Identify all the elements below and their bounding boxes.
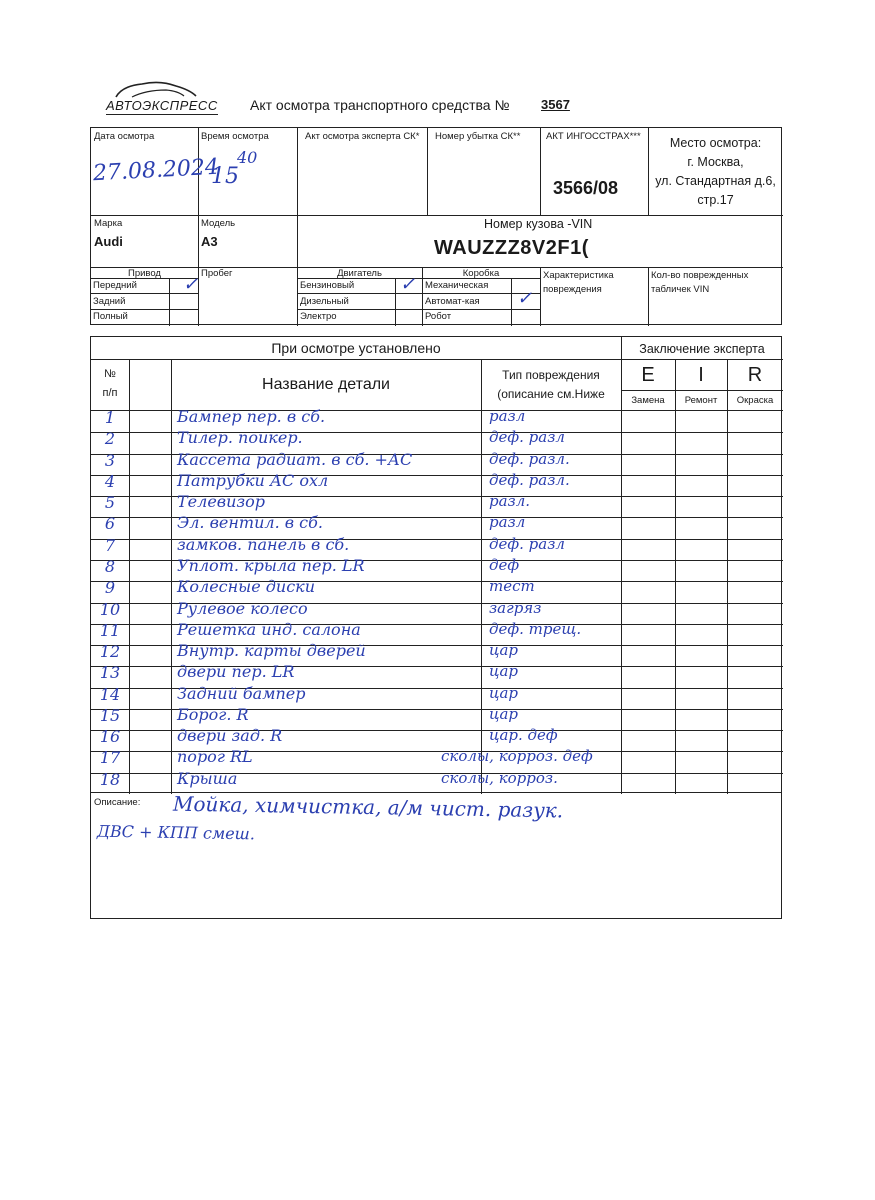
row-number: 9 [104,578,116,598]
description-block [90,793,782,919]
inspection-table [90,336,782,793]
time-minutes: 40 [237,148,258,167]
part-name: Борог. R [177,704,249,724]
row-number: 14 [99,684,121,704]
row-number: 11 [99,620,121,640]
act-number: 3567 [541,97,570,112]
part-name: Тилер. поикер. [177,428,303,448]
num-label-2: п/п [102,387,118,399]
gearbox-auto: Автомат-кая [425,296,480,307]
row-number: 4 [104,471,116,491]
drive-rear: Задний [93,296,126,307]
part-name: Телевизор [177,492,266,512]
damage-type: деф [489,555,520,574]
row-number: 3 [104,450,116,470]
part-name-header: Название детали [262,376,390,393]
expert-conclusion-label: Заключение эксперта [639,342,765,356]
row-number: 5 [104,493,116,513]
row-number: 1 [104,408,116,427]
row-number: 6 [104,514,116,534]
part-name: Патрубки АС охл [177,470,329,490]
time-hours: 15 [211,164,239,189]
e-header: E [641,364,655,386]
model-value: A3 [201,234,218,249]
drive-front: Передний [93,280,137,291]
num-label-1: № [104,368,116,380]
part-name: двери зад. R [177,726,283,746]
row-number: 17 [99,748,121,768]
part-name: Бампер пер. в сб. [177,407,326,426]
ingos-act-label: АКТ ИНГОССТРАХ*** [546,131,641,142]
repair-label: Ремонт [684,395,718,406]
engine-label: Двигатель [337,268,382,279]
drive-full: Полный [93,311,128,322]
damage-type: цар. деф [489,726,558,745]
row-number: 8 [104,556,116,576]
damage-type: цар [489,662,519,681]
damage-characteristic-label: Характеристика повреждения [543,270,614,295]
row-number: 16 [99,727,121,747]
replace-label: Замена [631,395,665,406]
gearbox-label: Коробка [462,268,500,279]
damage-type: тест [489,577,535,596]
damage-type: деф. разл [489,534,565,553]
ingos-act-value: 3566/08 [553,178,619,198]
damage-type: разл [489,513,526,532]
date-value: 27.08.2024 [92,154,220,187]
table-row [91,768,783,794]
damage-type: деф. разл. [489,449,570,468]
row-number: 13 [99,663,121,683]
drive-front-check: ✓ [183,274,199,295]
engine-petrol: Бензиновый [300,280,355,291]
gearbox-robot: Робот [425,311,452,322]
damage-type: деф. трещ. [489,619,582,638]
found-label: При осмотре установлено [271,340,441,356]
part-name: порог RL [177,747,253,767]
date-label: Дата осмотра [94,131,155,142]
part-name: Задний бампер [177,683,306,703]
part-name: Рулевое колесо [177,598,308,618]
row-number: 10 [99,599,121,619]
part-name: замков. панель в сб. [177,534,350,554]
row-number: 15 [99,705,121,725]
engine-diesel: Дизельный [300,296,349,307]
model-label: Модель [201,218,236,229]
part-name: Уплот. крыла пер. LR [177,555,365,575]
damage-type: цар [489,683,519,702]
damage-type: загряз [489,598,542,617]
drive-label: Привод [128,268,161,279]
inspection-place-line2: ул. Стандартная д.6, [655,174,776,188]
damage-type: разл [489,407,526,425]
mileage-label: Пробег [201,268,233,279]
brand-value: Audi [94,234,123,249]
inspection-place-line1: г. Москва, [687,155,744,169]
gearbox-auto-check: ✓ [517,288,533,309]
specs-row [91,268,783,326]
info-block [90,127,782,325]
engine-electric: Электро [300,311,337,322]
inspection-rows [91,407,783,794]
inspection-place-label: Место осмотра: [669,136,762,150]
sk-act-label: Акт осмотра эксперта СК* [305,131,420,142]
part-name: Внутр. карты дверей [177,641,366,661]
car-icon [112,78,198,100]
inspection-place-line3: стр.17 [697,193,734,207]
company-logo [106,78,218,122]
part-name: Эл. вентил. в сб. [177,513,323,533]
i-header: I [698,364,704,386]
damage-type: сколы, корроз. [441,768,558,787]
logo-text: АВТОЭКСПРЕСС [106,98,218,113]
damage-type: деф. разл [489,428,565,447]
damage-type: цар [489,704,519,723]
damage-type: разл. [489,492,531,511]
gearbox-manual: Механическая [425,280,489,291]
damage-type: цар [489,641,519,660]
loss-number-label: Номер убытка СК** [435,131,521,142]
damage-type: деф. разл. [489,470,570,489]
description-line2: ДВС + КПП смеш. [96,821,256,844]
part-name: двери пер. LR [177,662,295,682]
part-name: Решетка инд. салона [177,619,361,639]
vin-plates-label: Кол-во поврежденных табличек VIN [651,270,749,295]
paint-label: Окраска [736,395,774,406]
part-name: Крыша [177,768,238,788]
row-number: 2 [104,429,116,449]
row-number: 7 [104,535,116,555]
row-number: 12 [99,642,121,662]
vin-label: Номер кузова -VIN [484,217,593,231]
part-name: Кассета радиат. в сб. +АС [177,449,413,469]
damage-type-header-1: Тип повреждения [502,368,600,382]
time-label: Время осмотра [201,131,269,142]
document-title: Акт осмотра транспортного средства № [250,97,510,113]
damage-type-header-2: (описание см.Ниже [497,387,605,401]
part-name: Колесные диски [177,577,316,597]
engine-petrol-check: ✓ [400,274,416,295]
vin-value: WAUZZZ8V2F1( [434,237,589,259]
brand-label: Марка [94,218,123,229]
description-line1: Мойка, химчистка, а/м чист. разук. [172,791,564,823]
r-header: R [747,364,763,386]
row-number: 18 [99,769,121,789]
description-label: Описание: [94,797,141,808]
damage-type: сколы, корроз. деф [441,747,593,766]
